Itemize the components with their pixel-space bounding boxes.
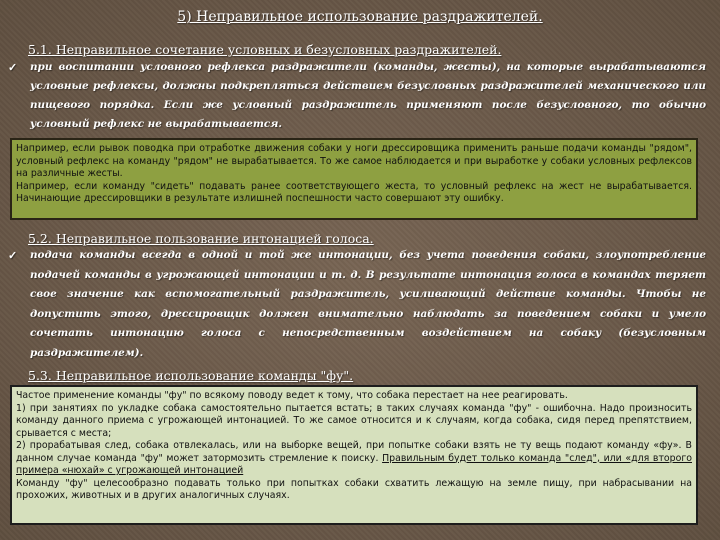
example-5-3-p1: Частое применение команды "фу" по всякому поводу ведет к тому, что собака перестает на нее реагировать.	[16, 390, 568, 401]
example-5-3-p3-text: 2) прорабатывая след, собака отвлекалась, или на выборке вещей, при попытке собаки взять не ту вещь подают команду «фу». В данном случае команда "фу" может затормозить стремление к поиску.	[16, 440, 692, 464]
bullet-5-1	[8, 58, 708, 134]
checkmark-icon: ✓	[8, 61, 18, 74]
section-heading-5-3: 5.3. Неправильное использование команды "фу".	[28, 368, 354, 383]
bullet-5-1-text: при воспитании условного рефлекса раздражители (команды, жесты), на которые вырабатываются условные рефлексы, должны подкрепляться действием безусловных раздражителей механического или пищевого порядка. Если же условный раздражитель применяют после безусловного, то обычно условный рефлекс не вырабатывается.	[30, 61, 706, 130]
example-5-3-p2: 1) при занятиях по укладке собака самостоятельно пытается встать; в таких случаях команда "фу" - ошибочна. Надо произносить команду данного приема с угрожающей интонацией. То же самое относится и к случаям, когда собака, сидя перед препятствием, срывается с места;	[16, 402, 692, 439]
checkmark-icon: ✓	[8, 249, 18, 262]
bullet-5-2-text: подача команды всегда в одной и той же интонации, без учета поведения собаки, злоупотребление подачей команды в угрожающей интонации и т. д. В результате интонация голоса в командах теряет свое значение как вспомогательный раздражитель, усиливающий действие команды. Чтобы не допустить этого, дрессировщик должен внимательно наблюдать за поведением собаки и умело сочетать интонацию голоса с непосредственным воздействием на собаку (безусловным раздражителем).	[30, 249, 706, 359]
section-heading-5-2: 5.2. Неправильное пользование интонацией голоса.	[28, 231, 374, 246]
example-5-3-p4: Команду "фу" целесообразно подавать только при попытках собаки схватить лежащую на земле пищу, при набрасывании на прохожих, животных и в других аналогичных случаях.	[16, 477, 692, 501]
example-box-5-1	[10, 138, 698, 220]
bullet-5-2	[8, 246, 708, 363]
section-heading-5-1: 5.1. Неправильное сочетание условных и безусловных раздражителей.	[28, 42, 502, 57]
page-title: 5) Неправильное использование раздражителей.	[177, 9, 543, 25]
example-5-1-p1: Например, если рывок поводка при отработке движения собаки у ноги дрессировщика применить раньше подачи команды "рядом", условный рефлекс на команду "рядом" не вырабатывается. То же самое наблюдается и при выработке у собаки условных рефлексов на различные жесты.	[16, 143, 692, 179]
example-5-1-p2: Например, если команду "сидеть" подавать ранее соответствующего жеста, то условный рефлекс на жест не вырабатывается. Начинающие дрессировщики в результате излишней поспешности часто совершают эту ошибку.	[16, 180, 692, 204]
example-5-3-p3	[16, 440, 692, 478]
example-5-3-p3-underlined: Правильным будет только команда "след", или «для второго примера «нюхай» с угрожающей интонацией	[16, 452, 692, 476]
example-box-5-3	[10, 385, 698, 525]
